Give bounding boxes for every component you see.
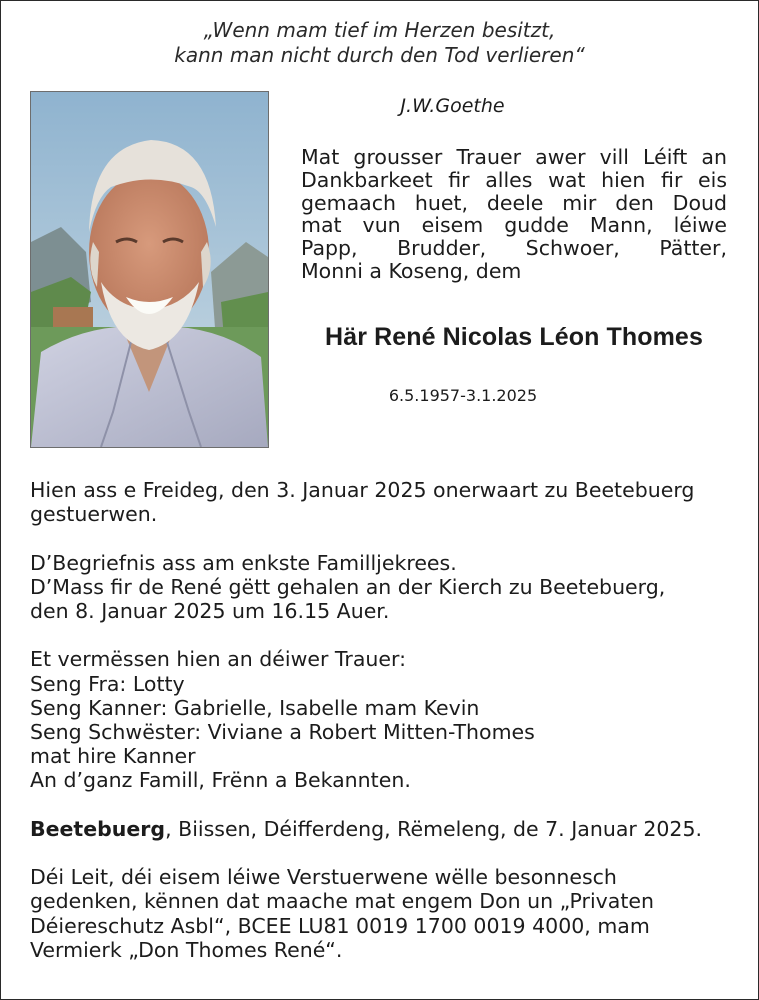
mourners-list [30, 647, 750, 792]
intro-line: Dankbarkeet fir alles wat hien fir eis [301, 167, 727, 192]
quote-line-1: „Wenn mam tief im Herzen besitzt, [203, 18, 556, 42]
mourners-line: Seng Kanner: Gabrielle, Isabelle mam Kevin [30, 695, 480, 720]
quote-author: J.W.Goethe [400, 95, 505, 117]
intro-text [301, 146, 727, 283]
quote-line-2: kann man nicht durch den Tod verlieren“ [174, 43, 585, 67]
intro-line: Papp, Brudder, Schwoer, Pätter, [301, 236, 727, 261]
funeral-line: den 8. Januar 2025 um 16.15 Auer. [30, 599, 390, 623]
quote [0, 18, 759, 68]
deceased-name: Här René Nicolas Léon Thomes [325, 323, 703, 351]
life-dates: 6.5.1957-3.1.2025 [388, 386, 538, 405]
place-name: Beetebuerg [30, 816, 166, 841]
intro-line: mat vun eisem gudde Mann, léiwe [301, 213, 727, 238]
place-date-line [30, 817, 750, 841]
funeral-line: D’Begriefnis ass am enkste Familljekrees. [30, 550, 457, 575]
mourners-line: Seng Schwëster: Viviane a Robert Mitten-Thomes [30, 720, 535, 744]
place-date-rest: , Biissen, Déifferdeng, Rëmeleng, de 7. Januar 2025. [165, 816, 703, 841]
funeral-info [30, 551, 750, 624]
funeral-line: D’Mass fir de René gëtt gehalen an der Kierch zu Beetebuerg, [30, 574, 666, 599]
notice-body [30, 478, 750, 986]
intro-line: Monni a Koseng, dem [301, 258, 522, 283]
donation-line: Déiereschutz Asbl“, BCEE LU81 0019 1700 0019 4000, mam [30, 913, 650, 938]
mourners-line: mat hire Kanner [30, 744, 196, 769]
donation-line: Vermierk „Don Thomes René“. [30, 937, 343, 962]
intro-line: Mat grousser Trauer awer vill Léift an [301, 145, 727, 169]
mourners-line: An d’ganz Famill, Frënn a Bekannten. [30, 768, 411, 793]
mourners-line: Seng Fra: Lotty [30, 671, 185, 696]
death-notice-line: Hien ass e Freideg, den 3. Januar 2025 onerwaart zu Beetebuerg [30, 478, 695, 502]
donation-line: gedenken, kënnen dat maache mat engem Don un „Privaten [30, 889, 654, 914]
death-notice [30, 478, 750, 526]
death-notice-line: gestuerwen. [30, 502, 158, 527]
donation-line: Déi Leit, déi eisem léiwe Verstuerwene wëlle besonnesch [30, 865, 617, 890]
mourners-line: Et vermëssen hien an déiwer Trauer: [30, 647, 406, 672]
donation-info [30, 865, 750, 962]
intro-line: gemaach huet, deele mir den Doud [301, 190, 727, 215]
portrait-photo [30, 91, 269, 448]
